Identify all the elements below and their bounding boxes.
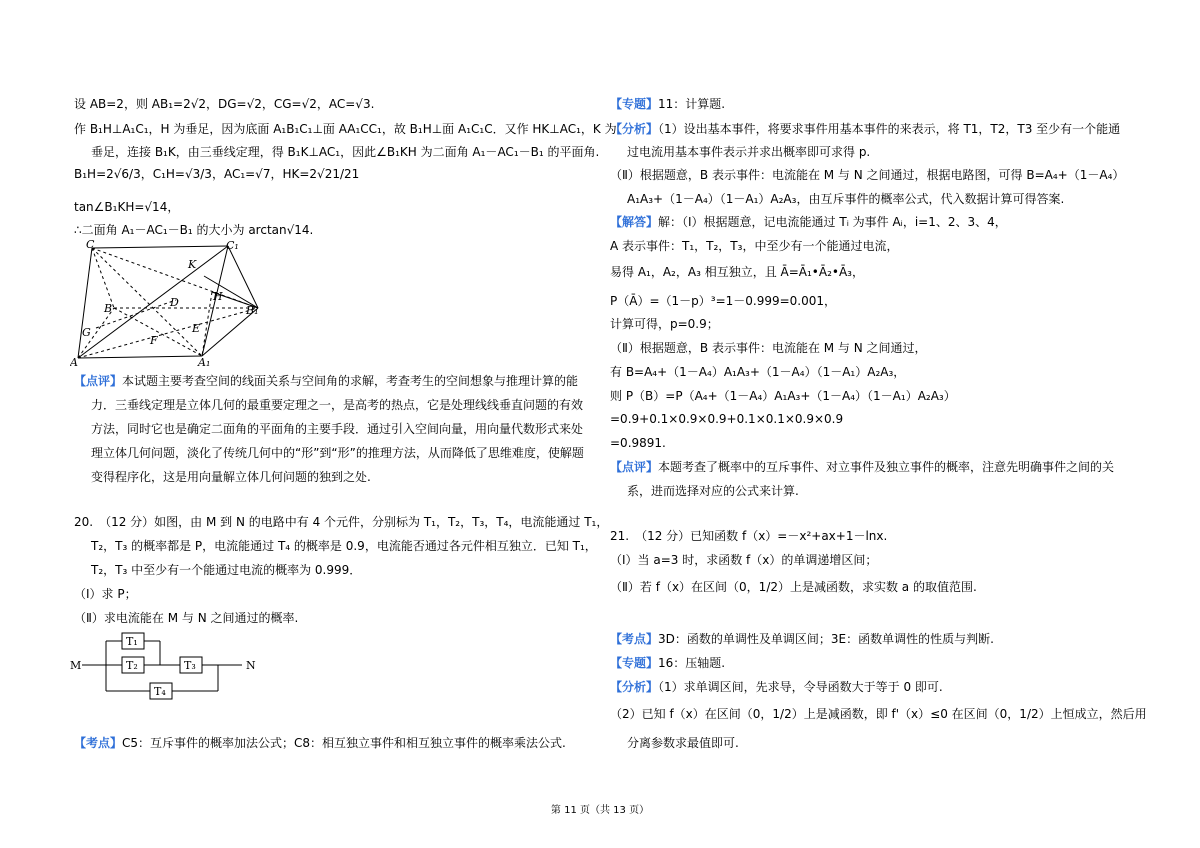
circuit-t3: T₃ (184, 659, 196, 672)
jieda-line-9: =0.9+0.1×0.9×0.9+0.1×0.1×0.9×0.9 (610, 412, 844, 426)
q20-line-2: T₂，T₃ 的概率都是 P，电流能通过 T₄ 的概率是 0.9，电流能否通过各元件相互独立．已知 T₁， (91, 539, 597, 553)
label-e: E (192, 322, 201, 335)
label-a1: A₁ (198, 356, 211, 366)
jieda-tag: 【解答】 (610, 215, 659, 229)
q21-part-1: （Ⅰ）当 a=3 时，求函数 f（x）的单调递增区间； (610, 553, 878, 567)
fenxi-tag: 【分析】 (610, 122, 659, 136)
jieda-line-4: P（Ā）=（1－p）³=1－0.999=0.001， (610, 294, 837, 308)
zhuanti-tag: 【专题】 (610, 97, 659, 111)
dianping-line-2: 系，进而选择对应的公式来计算. (627, 484, 799, 498)
q20-part-1: （Ⅰ）求 P； (74, 587, 137, 601)
line-given: 设 AB=2，则 AB₁=2√2，DG=√2，CG=√2，AC=√3. (74, 97, 375, 111)
circuit-n: N (246, 659, 256, 672)
fenxi2-tag: 【分析】 (610, 680, 659, 694)
label-h: H (213, 290, 223, 303)
label-g: G (82, 326, 91, 339)
fenxi2-line-2: （2）已知 f（x）在区间（0，1/2）上是减函数，即 f'（x）≤0 在区间（0，1/2）上恒成立，然后用 (610, 707, 1147, 721)
jieda-line-5: 计算可得，p=0.9； (610, 317, 719, 331)
circuit-t1: T₁ (126, 635, 138, 648)
circuit-diagram (66, 628, 266, 704)
jieda-line-2: A 表示事件：T₁，T₂，T₃，中至少有一个能通过电流， (610, 239, 899, 253)
dianping-line-1: 【点评】本题考查了概率中的互斥事件、对立事件及独立事件的概率，注意先明确事件之间的关 (610, 460, 1115, 474)
comment-line-5: 变得程序化，这是用向量解立体几何问题的独到之处. (91, 470, 371, 484)
circuit-t4: T₄ (154, 685, 166, 698)
label-c: C (86, 240, 95, 251)
circuit-t2: T₂ (126, 659, 138, 672)
circuit-m: M (70, 659, 82, 672)
kaodian2-tag: 【考点】 (610, 632, 659, 646)
line-construct: 作 B₁H⊥A₁C₁，H 为垂足，因为底面 A₁B₁C₁⊥面 AA₁CC₁，故 B₁H⊥面 A₁C₁C．又作 HK⊥AC₁，K 为 (74, 122, 617, 136)
fenxi-line-2: 过电流用基本事件表示并求出概率即可求得 p. (627, 145, 871, 159)
fenxi-line-4: A₁A₃+（1－A₄）（1－A₁）A₂A₃，由互斥事件的概率公式，代入数据计算可得答案. (627, 192, 1065, 206)
comment-tag: 【点评】 (74, 374, 123, 388)
q20-part-2: （Ⅱ）求电流能在 M 与 N 之间通过的概率. (74, 611, 299, 625)
kaodian-tag: 【考点】 (74, 736, 123, 750)
line-tan: tan∠B₁KH=√14， (74, 200, 180, 214)
q20-line-1: 20. （12 分）如图，由 M 到 N 的电路中有 4 个元件，分别标为 T₁，T₂，T₃，T₄，电流能通过 T₁， (74, 515, 609, 529)
zhuanti2-tag: 【专题】 (610, 656, 659, 670)
q21-line-1: 21. （12 分）已知函数 f（x）=－x²+ax+1－lnx. (610, 529, 888, 543)
comment-line-4: 理立体几何问题，淡化了传统几何中的“形”到“形”的推理方法，从而降低了思维难度，使解题 (91, 446, 584, 460)
jieda-line-8: 则 P（B）=P（A₄+（1－A₄）A₁A₃+（1－A₄）（1－A₁）A₂A₃） (610, 389, 956, 403)
kaodian-line: 【考点】C5：互斥事件的概率加法公式；C8：相互独立事件和相互独立事件的概率乘法公式. (74, 736, 566, 750)
dianping-tag: 【点评】 (610, 460, 659, 474)
label-b1: B₁ (246, 304, 259, 317)
label-k: K (188, 258, 197, 271)
jieda-line-6: （Ⅱ）根据题意，B 表示事件：电流能在 M 与 N 之间通过， (610, 341, 927, 355)
zhuanti2-line: 【专题】16：压轴题. (610, 656, 726, 670)
label-a: A (70, 356, 78, 366)
label-f: F (150, 334, 158, 347)
label-b: B (104, 302, 113, 315)
page-footer: 第 11 页（共 13 页） (550, 805, 650, 816)
q20-line-3: T₂，T₃ 中至少有一个能通过电流的概率为 0.999． (91, 563, 362, 577)
fenxi-line-1: 【分析】（1）设出基本事件，将要求事件用基本事件的来表示，将 T1，T2，T3 至少有一个能通 (610, 122, 1121, 136)
fenxi2-line-3: 分离参数求最值即可. (627, 736, 739, 750)
fenxi2-line-1: 【分析】（1）求单调区间，先求导，令导函数大于等于 0 即可. (610, 680, 943, 694)
line-lengths: B₁H=2√6/3，C₁H=√3/3，AC₁=√7，HK=2√21/21 (74, 167, 360, 181)
jieda-line-10: =0.9891. (610, 436, 666, 450)
jieda-line-3: 易得 A₁，A₂，A₃ 相互独立，且 Ā=Ā₁•Ā₂•Ā₃， (610, 265, 864, 279)
jieda-line-1: 【解答】解：（Ⅰ）根据题意，记电流能通过 Tᵢ 为事件 Aᵢ，i=1、2、3、4， (610, 215, 1007, 229)
jieda-line-7: 有 B=A₄+（1－A₄）A₁A₃+（1－A₄）（1－A₁）A₂A₃， (610, 365, 906, 379)
comment-line-3: 方法，同时它也是确定二面角的平面角的主要手段．通过引入空间向量，用向量代数形式来处 (91, 422, 584, 436)
line-conclusion: ∴二面角 A₁－AC₁－B₁ 的大小为 arctan√14. (74, 223, 314, 237)
label-c1: C₁ (226, 240, 239, 252)
fenxi-line-3: （Ⅱ）根据题意，B 表示事件：电流能在 M 与 N 之间通过，根据电路图，可得 B=A₄+（1－A₄） (610, 168, 1125, 182)
comment-line-2: 力．三垂线定理是立体几何的最重要定理之一，是高考的热点，它是处理线线垂直问题的有效 (91, 398, 584, 412)
line-three-perp: 垂足，连接 B₁K，由三垂线定理，得 B₁K⊥AC₁，因此∠B₁KH 为二面角 A₁－AC₁－B₁ 的平面角. (91, 145, 600, 159)
zhuanti-line: 【专题】11：计算题. (610, 97, 726, 111)
comment-line-1: 【点评】本试题主要考查空间的线面关系与空间角的求解，考查考生的空间想象与推理计算的能 (74, 374, 579, 388)
q21-part-2: （Ⅱ）若 f（x）在区间（0，1/2）上是减函数，求实数 a 的取值范围. (610, 580, 977, 594)
prism-figure (70, 240, 270, 366)
label-d: D (170, 296, 179, 309)
kaodian2-line: 【考点】3D：函数的单调性及单调区间；3E：函数单调性的性质与判断. (610, 632, 994, 646)
